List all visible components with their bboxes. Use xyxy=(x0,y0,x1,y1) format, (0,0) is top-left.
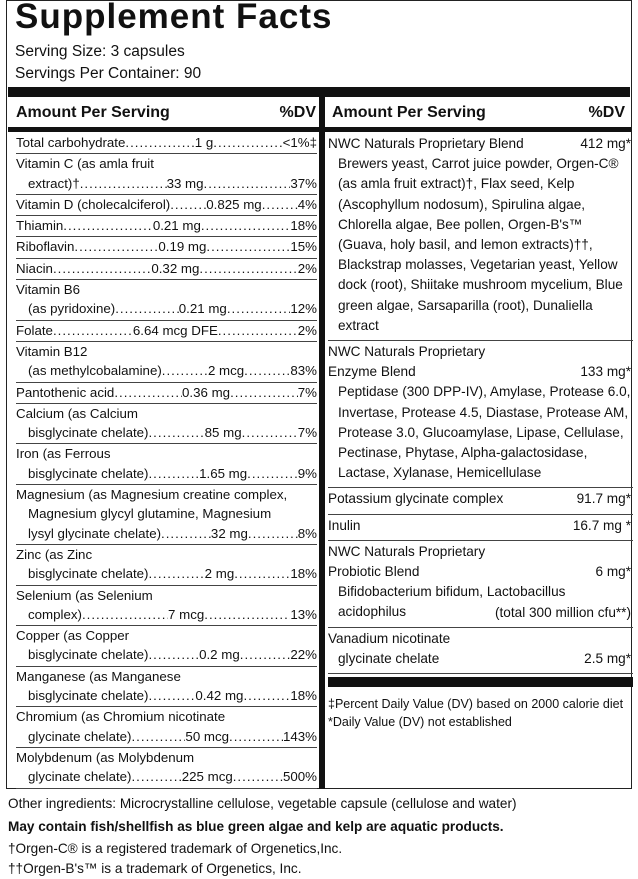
dot-leader xyxy=(248,524,298,543)
supplement-facts-panel xyxy=(6,0,632,789)
nutrient-row xyxy=(16,195,317,216)
dot-leader xyxy=(242,423,298,442)
nutrient-name: Folate xyxy=(16,322,53,338)
nutrient-amount: 85 mg xyxy=(204,425,242,441)
nutrient-row xyxy=(16,626,317,667)
nutrient-name: Pantothenic acid xyxy=(16,384,115,400)
dot-leader xyxy=(162,361,208,380)
nutrient-row xyxy=(16,259,317,280)
nutrient-line xyxy=(16,686,317,705)
nutrient-dv: 22% xyxy=(290,647,317,663)
nutrient-name: Vitamin B12 xyxy=(16,343,88,359)
nutrient-line xyxy=(16,707,317,726)
nutrient-name: Thiamin xyxy=(16,218,64,234)
blend-head xyxy=(328,562,633,582)
nutrient-amount: 0.42 mg xyxy=(195,688,244,704)
header-rule-left xyxy=(8,127,319,132)
nutrient-name: lysyl glycinate chelate) xyxy=(28,525,162,541)
nutrient-amount: 0.2 mg xyxy=(199,647,240,663)
nutrient-line xyxy=(16,605,317,624)
other-ingredients: Other ingredients: Microcrystalline cellulose, vegetable capsule (cellulose and water) xyxy=(8,796,517,811)
nutrient-line xyxy=(16,404,317,423)
dot-leader xyxy=(125,133,194,152)
thick-divider-right xyxy=(328,677,633,687)
blend-amount: 133 mg* xyxy=(580,364,631,380)
dot-leader xyxy=(240,645,291,664)
dot-leader xyxy=(201,216,291,235)
nutrient-line xyxy=(16,237,317,256)
blend-ingredients: Peptidase (300 DPP-IV), Amylase, Protease 6.0, Invertase, Protease 4.5, Diastase, Protease AM, Protease 3.0, Glucoamylase, Lipase, Cellulase, Pectinase, Phytase, Alpha-galactosidase, Lactase, Xylanase, Hemicellulase xyxy=(338,384,631,481)
header-rule-right xyxy=(325,127,631,132)
blend-name: Inulin xyxy=(328,517,361,533)
blend-list xyxy=(328,133,633,731)
nutrient-dv: 18% xyxy=(290,218,317,234)
nutrient-name: bisglycinate chelate) xyxy=(28,688,149,704)
dot-leader xyxy=(243,686,290,705)
dot-leader xyxy=(206,237,290,256)
nutrient-line xyxy=(16,564,317,583)
panel-title: Supplement Facts xyxy=(15,0,333,36)
dot-leader xyxy=(82,605,168,624)
nutrient-amount: 2 mg xyxy=(204,566,235,582)
blend-head xyxy=(328,134,633,154)
nutrient-line xyxy=(16,174,317,193)
nutrient-line xyxy=(16,361,317,380)
dot-leader xyxy=(170,195,206,214)
blend-ingredients: Brewers yeast, Carrot juice powder, Orgen-C® (as amla fruit extract)†, Flax seed, Kelp (Ascophyllum nodosum), Spirulina algae, Chlorella algae, Bee pollen, Orgen-B's™ (Guava, holy basil, and lemon extracts)††, Blackstrap molasses, Vegetarian yeast, Yellow dock (root), Shiitake mushroom mycelium, Blue green algae, Sarsaparilla (root), Dunaliella extract xyxy=(338,156,623,333)
blend-section xyxy=(328,341,633,488)
footnote: ‡Percent Daily Value (DV) based on 2000 calorie diet xyxy=(328,697,624,712)
blend-section xyxy=(328,133,633,341)
dot-leader xyxy=(148,645,199,664)
nutrient-dv: 2% xyxy=(297,322,317,338)
nutrient-amount: 32 mg xyxy=(210,525,248,541)
nutrient-amount: 7 mcg xyxy=(168,606,205,622)
left-column-header xyxy=(16,102,316,124)
nutrient-name: Magnesium glycyl glutamine, Magnesium xyxy=(28,506,272,522)
serving-size: Serving Size: 3 capsules xyxy=(15,43,185,60)
dot-leader xyxy=(213,133,282,152)
blend-head xyxy=(328,629,633,649)
dot-leader xyxy=(114,383,182,402)
blend-name: Enzyme Blend xyxy=(328,364,416,380)
nutrient-row xyxy=(16,383,317,404)
nutrient-row xyxy=(16,216,317,237)
nutrient-name: Calcium (as Calcium xyxy=(16,405,138,421)
nutrient-amount: 0.19 mg xyxy=(158,239,207,255)
blend-amount: 2.5 mg* xyxy=(584,650,631,666)
dot-leader xyxy=(227,299,291,318)
nutrient-line xyxy=(16,299,317,318)
dot-leader xyxy=(148,464,199,483)
nutrient-amount: 50 mcg xyxy=(185,728,230,744)
nutrient-amount: 0.32 mg xyxy=(151,260,200,276)
nutrient-amount: 33 mg xyxy=(166,175,204,191)
dot-leader xyxy=(247,464,298,483)
nutrient-name: bisglycinate chelate) xyxy=(28,465,149,481)
thick-divider xyxy=(8,87,630,97)
nutrient-line xyxy=(16,727,317,746)
blend-name: Potassium glycinate complex xyxy=(328,491,504,507)
nutrient-amount: 2 mcg xyxy=(207,363,245,379)
nutrient-line xyxy=(16,444,317,463)
nutrient-line xyxy=(16,626,317,645)
nutrient-name: Magnesium (as Magnesium creatine complex, xyxy=(16,487,288,503)
nutrient-amount: 1 g xyxy=(194,135,214,150)
nutrient-line xyxy=(16,504,317,523)
nutrient-name: Niacin xyxy=(16,260,53,276)
nutrient-row xyxy=(16,154,317,195)
nutrient-name: (as methylcobalamine) xyxy=(28,363,162,379)
nutrient-row xyxy=(16,133,317,154)
trademark-note-2: ††Orgen-B's™ is a trademark of Orgenetics, Inc. xyxy=(8,861,302,876)
nutrient-name: complex) xyxy=(28,606,82,622)
dot-leader xyxy=(74,237,158,256)
nutrient-line xyxy=(16,767,317,786)
blend-cfu: (total 300 million cfu**) xyxy=(495,604,631,620)
nutrient-line xyxy=(16,524,317,543)
nutrient-line xyxy=(16,485,317,504)
nutrient-dv: 143% xyxy=(282,728,317,744)
nutrient-amount: 6.64 mcg DFE xyxy=(132,322,218,338)
dv-label: %DV xyxy=(279,104,316,121)
blend-head xyxy=(328,516,633,536)
nutrient-amount: 0.21 mg xyxy=(178,301,227,317)
nutrient-name: Vitamin C (as amla fruit xyxy=(16,156,154,172)
dot-leader xyxy=(53,321,133,340)
nutrient-name: Iron (as Ferrous xyxy=(16,446,111,462)
allergen-warning: May contain fish/shellfish as blue green algae and kelp are aquatic products. xyxy=(8,819,504,834)
nutrient-line xyxy=(16,216,317,235)
nutrient-row xyxy=(16,667,317,708)
nutrient-line xyxy=(16,545,317,564)
blend-name: NWC Naturals Proprietary xyxy=(328,543,486,559)
dot-leader xyxy=(148,686,195,705)
nutrient-name: (as pyridoxine) xyxy=(28,301,116,317)
nutrient-row xyxy=(16,586,317,627)
blend-amount: 412 mg* xyxy=(580,136,631,151)
dot-leader xyxy=(161,524,211,543)
nutrient-line xyxy=(16,464,317,483)
dot-leader xyxy=(115,299,179,318)
nutrient-dv: 9% xyxy=(297,465,317,481)
servings-per-container: Servings Per Container: 90 xyxy=(15,65,202,82)
nutrient-line xyxy=(16,259,317,278)
nutrient-name: Zinc (as Zinc xyxy=(16,546,93,562)
footnote: *Daily Value (DV) not established xyxy=(328,715,512,730)
nutrient-row xyxy=(16,321,317,342)
dot-leader xyxy=(148,564,204,583)
blend-head xyxy=(328,342,633,362)
nutrient-amount: 1.65 mg xyxy=(199,465,248,481)
nutrient-dv: 7% xyxy=(297,425,318,441)
nutrient-line xyxy=(16,586,317,605)
nutrient-dv: 13% xyxy=(290,606,317,622)
nutrient-amount: 0.21 mg xyxy=(152,218,201,234)
nutrient-row xyxy=(16,237,317,258)
nutrient-row xyxy=(16,280,317,321)
nutrient-row xyxy=(16,485,317,545)
dot-leader xyxy=(244,361,290,380)
dot-leader xyxy=(131,727,185,746)
nutrient-name: glycinate chelate) xyxy=(28,769,132,785)
nutrient-row xyxy=(16,342,317,383)
dot-leader xyxy=(53,259,151,278)
nutrient-list xyxy=(16,133,317,789)
dot-leader xyxy=(204,605,290,624)
amount-per-serving-label: Amount Per Serving xyxy=(332,104,486,121)
dot-leader xyxy=(131,767,181,786)
nutrient-amount: 0.36 mg xyxy=(182,384,231,400)
nutrient-line xyxy=(16,280,317,299)
nutrient-name: bisglycinate chelate) xyxy=(28,647,149,663)
nutrient-line xyxy=(16,342,317,361)
dot-leader xyxy=(63,216,153,235)
dot-leader xyxy=(218,321,298,340)
nutrient-dv: 12% xyxy=(290,301,317,317)
nutrient-dv: 83% xyxy=(290,363,317,379)
nutrient-row xyxy=(16,404,317,445)
nutrient-line xyxy=(16,321,317,340)
nutrient-name: Chromium (as Chromium nicotinate xyxy=(16,709,226,725)
nutrient-line xyxy=(16,383,317,402)
blend-name: glycinate chelate xyxy=(338,650,440,666)
nutrient-name: glycinate chelate) xyxy=(28,728,132,744)
nutrient-name: extract)† xyxy=(28,175,80,191)
nutrient-line xyxy=(16,195,317,214)
nutrient-row xyxy=(16,748,317,789)
nutrient-dv: 2% xyxy=(297,260,317,276)
nutrient-name: bisglycinate chelate) xyxy=(28,566,149,582)
nutrient-name: Vitamin B6 xyxy=(16,282,81,298)
nutrient-name: Molybdenum (as Molybdenum xyxy=(16,749,195,765)
nutrient-amount: 225 mcg xyxy=(181,769,233,785)
blend-section xyxy=(328,515,633,541)
nutrient-name: Total carbohydrate xyxy=(16,135,126,150)
dot-leader xyxy=(199,259,297,278)
dot-leader xyxy=(229,727,283,746)
blend-name: NWC Naturals Proprietary Blend xyxy=(328,136,524,151)
blend-name: Probiotic Blend xyxy=(328,564,420,580)
right-column-header xyxy=(332,102,625,124)
nutrient-dv: 8% xyxy=(297,525,317,541)
nutrient-line xyxy=(16,154,317,173)
blend-amount: 16.7 mg * xyxy=(572,517,631,533)
blend-section xyxy=(328,628,633,674)
nutrient-row xyxy=(16,707,317,748)
nutrient-line xyxy=(16,645,317,664)
nutrient-name: bisglycinate chelate) xyxy=(28,425,149,441)
nutrient-name: Manganese (as Manganese xyxy=(16,668,181,684)
nutrient-name: Copper (as Copper xyxy=(16,628,130,644)
nutrient-dv: 15% xyxy=(290,239,317,255)
blend-head xyxy=(328,542,633,562)
blend-ingredients: Bifidobacterium bifidum, Lactobacillus acidophilus (total 300 million cfu**) xyxy=(328,582,633,622)
dot-leader xyxy=(262,195,298,214)
amount-per-serving-label: Amount Per Serving xyxy=(16,104,170,121)
blend-name: NWC Naturals Proprietary xyxy=(328,344,486,360)
nutrient-dv: 4% xyxy=(297,196,317,212)
dot-leader xyxy=(204,174,291,193)
dot-leader xyxy=(148,423,204,442)
nutrient-line xyxy=(16,667,317,686)
blend-head xyxy=(328,489,633,509)
dot-leader xyxy=(234,564,290,583)
nutrient-dv: 37% xyxy=(290,175,317,191)
blend-name: Vanadium nicotinate xyxy=(328,630,451,646)
nutrient-amount: 0.825 mg xyxy=(206,196,262,212)
nutrient-line xyxy=(16,133,317,152)
nutrient-dv: 7% xyxy=(297,384,317,400)
dv-label: %DV xyxy=(588,104,625,121)
blend-head xyxy=(328,649,633,669)
nutrient-dv: 18% xyxy=(290,688,317,704)
nutrient-row xyxy=(16,444,317,485)
column-divider xyxy=(319,97,325,789)
blend-section xyxy=(328,541,633,628)
trademark-note-1: †Orgen-C® is a registered trademark of Orgenetics,Inc. xyxy=(8,841,343,856)
blend-amount: 91.7 mg* xyxy=(576,491,631,507)
nutrient-dv: 500% xyxy=(282,769,317,785)
nutrient-dv: <1%‡ xyxy=(282,135,318,150)
nutrient-name: Riboflavin xyxy=(16,239,75,255)
dot-leader xyxy=(233,767,283,786)
blend-head xyxy=(328,362,633,382)
dot-leader xyxy=(80,174,167,193)
nutrient-name: Selenium (as Selenium xyxy=(16,587,153,603)
nutrient-line xyxy=(16,423,317,442)
dot-leader xyxy=(230,383,298,402)
blend-section xyxy=(328,488,633,514)
nutrient-row xyxy=(16,545,317,586)
nutrient-name: Vitamin D (cholecalciferol) xyxy=(16,196,171,212)
blend-amount: 6 mg* xyxy=(595,564,631,580)
nutrient-line xyxy=(16,748,317,767)
nutrient-dv: 18% xyxy=(290,566,318,582)
